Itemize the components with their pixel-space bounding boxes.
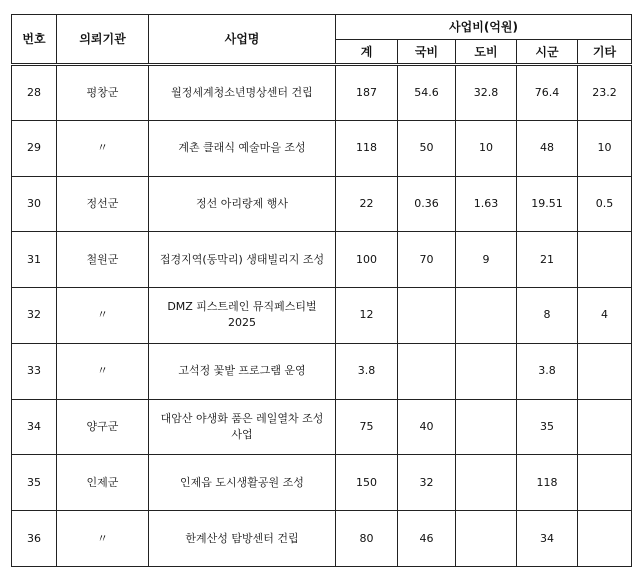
- cell-no: 34: [12, 399, 57, 455]
- cell-total: 3.8: [336, 343, 398, 399]
- cell-other: [578, 343, 632, 399]
- cell-national: 70: [398, 232, 456, 288]
- cell-total: 75: [336, 399, 398, 455]
- cell-other: [578, 511, 632, 567]
- cell-no: 33: [12, 343, 57, 399]
- cell-other: 10: [578, 120, 632, 176]
- table-row: [12, 343, 632, 399]
- table-header: [12, 15, 632, 65]
- cell-national: 32: [398, 455, 456, 511]
- cell-name: 월정세계청소년명상센터 건립: [149, 65, 336, 121]
- cell-total: 100: [336, 232, 398, 288]
- table-row: [12, 455, 632, 511]
- cell-city: 35: [517, 399, 578, 455]
- cell-other: [578, 399, 632, 455]
- cell-city: 34: [517, 511, 578, 567]
- cell-provincial: 10: [456, 120, 517, 176]
- cell-total: 150: [336, 455, 398, 511]
- cell-national: 50: [398, 120, 456, 176]
- table-row: [12, 65, 632, 121]
- cell-name: DMZ 피스트레인 뮤직페스티벌 2025: [149, 288, 336, 344]
- cell-org: 〃: [57, 288, 149, 344]
- cell-city: 21: [517, 232, 578, 288]
- cell-no: 36: [12, 511, 57, 567]
- cell-city: 8: [517, 288, 578, 344]
- cell-no: 29: [12, 120, 57, 176]
- cell-city: 118: [517, 455, 578, 511]
- table-row: [12, 399, 632, 455]
- table-row: [12, 176, 632, 232]
- cell-no: 32: [12, 288, 57, 344]
- cell-city: 3.8: [517, 343, 578, 399]
- table-row: [12, 288, 632, 344]
- header-cost-group: 사업비(억원): [336, 15, 632, 40]
- cell-org: 〃: [57, 343, 149, 399]
- cell-other: 23.2: [578, 65, 632, 121]
- header-total: 계: [336, 40, 398, 65]
- cell-no: 35: [12, 455, 57, 511]
- cell-national: [398, 288, 456, 344]
- cell-other: 0.5: [578, 176, 632, 232]
- header-other: 기타: [578, 40, 632, 65]
- cell-name: 인제읍 도시생활공원 조성: [149, 455, 336, 511]
- cell-provincial: 1.63: [456, 176, 517, 232]
- cell-org: 인제군: [57, 455, 149, 511]
- cell-provincial: 9: [456, 232, 517, 288]
- table-body: [12, 65, 632, 567]
- cell-national: 0.36: [398, 176, 456, 232]
- cell-no: 28: [12, 65, 57, 121]
- cell-org: 〃: [57, 120, 149, 176]
- cell-name: 정선 아리랑제 행사: [149, 176, 336, 232]
- header-provincial: 도비: [456, 40, 517, 65]
- cell-other: [578, 232, 632, 288]
- cell-name: 한계산성 탐방센터 건립: [149, 511, 336, 567]
- table-row: [12, 511, 632, 567]
- table-row: [12, 232, 632, 288]
- cell-provincial: [456, 343, 517, 399]
- table-row: [12, 120, 632, 176]
- cell-no: 30: [12, 176, 57, 232]
- cell-provincial: [456, 288, 517, 344]
- cell-national: 54.6: [398, 65, 456, 121]
- cell-name: 계촌 클래식 예술마을 조성: [149, 120, 336, 176]
- header-name: 사업명: [149, 15, 336, 65]
- cell-name: 고석정 꽃밭 프로그램 운영: [149, 343, 336, 399]
- cell-no: 31: [12, 232, 57, 288]
- cell-org: 평창군: [57, 65, 149, 121]
- cell-total: 187: [336, 65, 398, 121]
- cell-national: 46: [398, 511, 456, 567]
- cell-org: 양구군: [57, 399, 149, 455]
- cell-other: 4: [578, 288, 632, 344]
- cell-city: 76.4: [517, 65, 578, 121]
- header-no: 번호: [12, 15, 57, 65]
- header-city: 시군: [517, 40, 578, 65]
- project-cost-table: [11, 14, 632, 567]
- cell-provincial: [456, 455, 517, 511]
- cell-total: 80: [336, 511, 398, 567]
- cell-total: 22: [336, 176, 398, 232]
- cell-national: 40: [398, 399, 456, 455]
- cell-city: 48: [517, 120, 578, 176]
- cell-provincial: [456, 399, 517, 455]
- cell-provincial: [456, 511, 517, 567]
- header-org: 의뢰기관: [57, 15, 149, 65]
- cell-name: 접경지역(동막리) 생태빌리지 조성: [149, 232, 336, 288]
- cell-org: 〃: [57, 511, 149, 567]
- cell-total: 118: [336, 120, 398, 176]
- cell-other: [578, 455, 632, 511]
- cell-name: 대암산 야생화 품은 레일열차 조성사업: [149, 399, 336, 455]
- cell-total: 12: [336, 288, 398, 344]
- cell-org: 철원군: [57, 232, 149, 288]
- cell-city: 19.51: [517, 176, 578, 232]
- header-national: 국비: [398, 40, 456, 65]
- cell-national: [398, 343, 456, 399]
- cell-provincial: 32.8: [456, 65, 517, 121]
- cell-org: 정선군: [57, 176, 149, 232]
